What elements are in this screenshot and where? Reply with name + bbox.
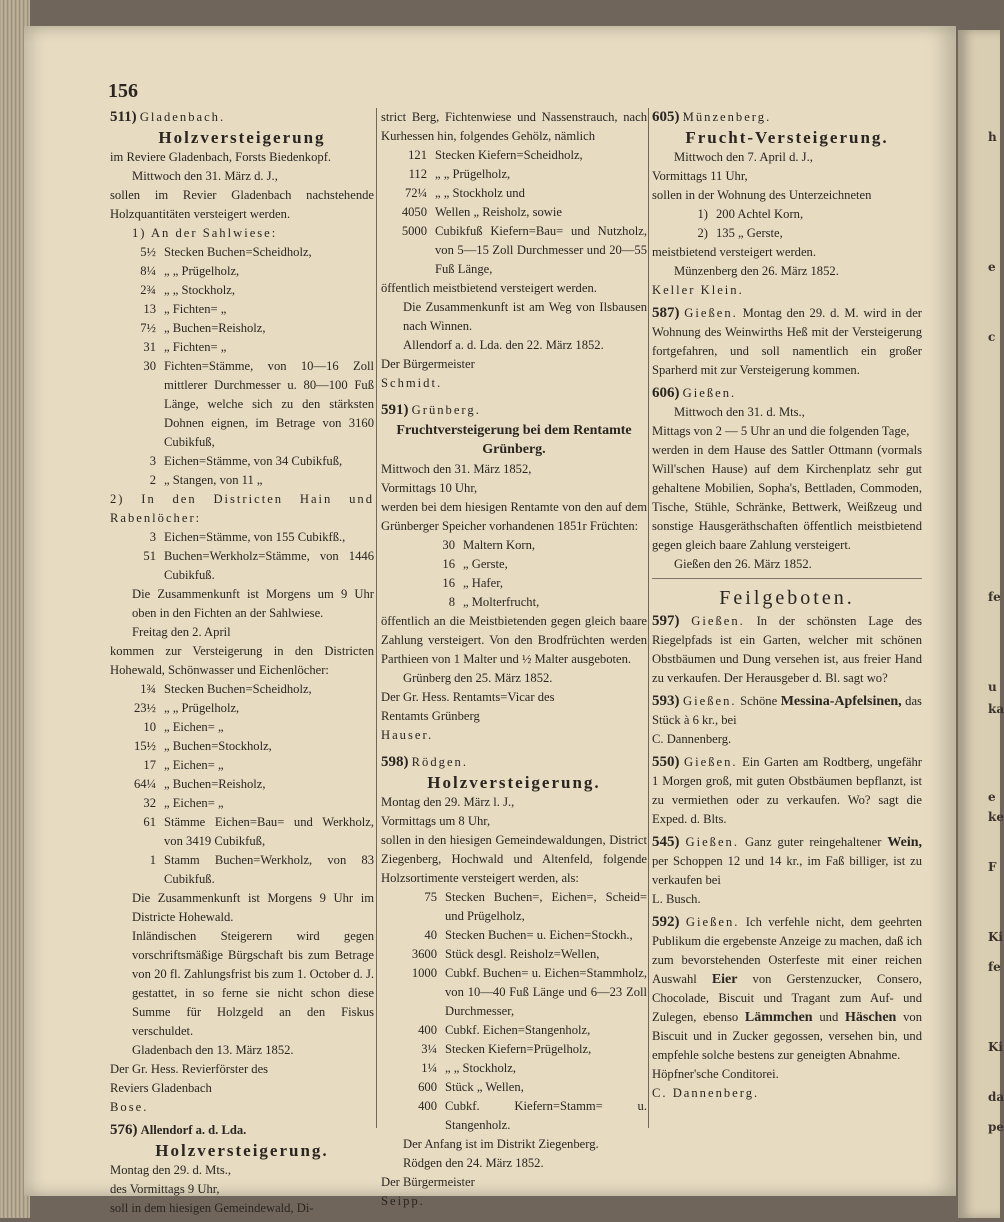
page-number: 156 — [108, 80, 138, 102]
item-text: „ Buchen=Stockholz, — [164, 739, 272, 753]
item-quantity: 5½ — [140, 245, 156, 259]
item-quantity: 8¼ — [140, 264, 156, 278]
item-text: „ Stangen, von 11 „ — [164, 473, 263, 487]
item-quantity: 16 — [442, 576, 455, 590]
ad-date: Vormittags um 8 Uhr, — [381, 814, 491, 828]
list-item — [110, 357, 374, 452]
item-text: Maltern Korn, — [463, 538, 536, 552]
column-rule — [376, 108, 377, 1128]
ad-title: Holzversteigerung. — [155, 1141, 329, 1160]
item-quantity: 2¾ — [140, 283, 156, 297]
ad-date: Mittags von 2 — 5 Uhr an und die folgenden Tage, — [652, 424, 910, 438]
item-text: 135 „ Gerste, — [716, 226, 783, 240]
item-text: Stück desgl. Reisholz=Wellen, — [445, 947, 600, 961]
section-divider — [652, 578, 922, 579]
ad-subsection: 1) An der Sahlwiese: — [132, 226, 278, 240]
list-item — [110, 718, 374, 737]
ad-subsection: 2) In den Districten Hain und Rabenlöcher: — [110, 492, 374, 525]
section-heading: Feilgeboten. — [719, 587, 855, 609]
list-item — [110, 338, 374, 357]
ad-place: Gießen. — [682, 386, 737, 400]
list-item — [381, 203, 647, 222]
ad-place: Allendorf a. d. Lda. — [140, 1123, 247, 1137]
ad-605 — [652, 108, 922, 300]
next-page-edge — [958, 30, 1004, 1218]
item-quantity: 400 — [418, 1099, 437, 1113]
ad-number: 550) — [652, 754, 680, 770]
item-quantity: 17 — [143, 758, 156, 772]
ad-date: Freitag den 2. April — [132, 625, 231, 639]
ad-number: 605) — [652, 109, 680, 125]
item-text: „ „ Stockholz, — [445, 1061, 516, 1075]
ad-title: Frucht-Versteigerung. — [685, 128, 889, 147]
ad-text: Die Zusammenkunft ist Morgens 9 Uhr im Districte Hohewald. — [132, 891, 374, 924]
item-text: „ „ Prügelholz, — [164, 701, 240, 715]
ad-text: soll in dem hiesigen Gemeindewald, Di- — [110, 1201, 314, 1215]
item-text: Stamm Buchen=Werkholz, von 83 Cubikfuß. — [164, 853, 374, 886]
ad-587 — [652, 304, 922, 380]
next-page-fragment: u — [988, 680, 997, 694]
ad-date: Montag den 29. d. Mts., — [110, 1163, 232, 1177]
ad-place: Gladenbach. — [139, 110, 226, 124]
item-text: „ „ Prügelholz, — [435, 167, 511, 181]
column-rule — [648, 108, 649, 1128]
ad-597 — [652, 612, 922, 688]
item-text: Cubkf. Kiefern=Stamm= u. Stangenholz. — [445, 1099, 647, 1132]
list-item — [381, 536, 647, 555]
item-quantity: 51 — [143, 549, 156, 563]
list-item — [652, 205, 922, 224]
item-text: Stecken Buchen=, Eichen=, Scheid= und Prügelholz, — [445, 890, 647, 923]
item-quantity: 1) — [697, 207, 708, 221]
list-item — [110, 243, 374, 262]
item-text: „ „ Prügelholz, — [164, 264, 240, 278]
ad-text: Der Anfang ist im Distrikt Ziegenberg. — [403, 1137, 599, 1151]
list-item — [110, 281, 374, 300]
item-quantity: 10 — [143, 720, 156, 734]
ad-highlight: Eier — [711, 972, 738, 987]
list-item — [381, 222, 647, 279]
ad-place: Gießen. — [685, 835, 739, 849]
item-list — [110, 680, 374, 889]
ad-highlight: Messina-Apfelsinen, — [780, 694, 902, 709]
item-text: „ Fichten= „ — [164, 340, 227, 354]
ad-number: 511) — [110, 109, 137, 125]
item-text: Cubkf. Eichen=Stangenholz, — [445, 1023, 591, 1037]
ad-text: werden bei dem hiesigen Rentamte von den auf dem Grünberger Speicher vorhandenen 1851r Früchten: — [381, 500, 647, 533]
next-page-fragment: e — [988, 790, 996, 804]
list-item — [110, 699, 374, 718]
list-item — [110, 680, 374, 699]
ad-545 — [652, 833, 922, 909]
list-item — [652, 224, 922, 243]
next-page-fragment: h — [988, 130, 997, 144]
item-quantity: 1¼ — [421, 1061, 437, 1075]
list-item — [110, 851, 374, 889]
ad-text: Inländischen Steigerern wird gegen vorschriftsmäßige Bürgschaft bis zum Betrage von 20 fl. Zahlungsfrist bis zum 1. October d. J. gestattet, in so ferne sie nicht schon diese Summe für Holzgeld an den Fiskus verschuldet. — [132, 929, 374, 1038]
ad-text: werden in dem Hause des Sattler Ottmann (vormals Will'schen Hause) auf dem Kirchenplatz sehr gut gehaltene Mobilien, Sopha's, Bettladen, Commoden, Tische, Stühle, Schränke, Bettwerk, Weißzeug und sonstige Hausgeräthschaften öffentlich meistbietend gegen gleich baare Zahlung versteigert. — [652, 443, 922, 552]
list-item — [110, 794, 374, 813]
ad-text: öffentlich an die Meistbietenden gegen gleich baare Zahlung versteigert. Von den Brodfrüchten werden Parthieen von 1 Malter und ½ Malter ausgeboten. — [381, 614, 647, 666]
column-2 — [381, 108, 647, 1215]
ad-signature: Der Gr. Hess. Revierförster des — [110, 1062, 269, 1076]
item-text: „ „ Stockholz, — [164, 283, 235, 297]
item-quantity: 2) — [697, 226, 708, 240]
ad-highlight: Lämmchen — [744, 1010, 813, 1025]
item-list — [381, 888, 647, 1135]
item-quantity: 8 — [448, 595, 455, 609]
item-text: Stück „ Wellen, — [445, 1080, 524, 1094]
next-page-fragment: Ki — [988, 1040, 1003, 1054]
list-item — [381, 926, 647, 945]
next-page-fragment: fe — [988, 590, 1001, 604]
item-quantity: 3¼ — [421, 1042, 437, 1056]
ad-text: sollen in der Wohnung des Unterzeichneten — [652, 188, 872, 202]
list-item — [381, 574, 647, 593]
ad-signature: C. Dannenberg. — [652, 732, 732, 746]
item-quantity: 5000 — [401, 224, 427, 238]
ad-text: per Schoppen 12 und 14 kr., im Faß billiger, ist zu verkaufen bei — [652, 854, 922, 887]
ad-550 — [652, 753, 922, 829]
ad-text: In der schönsten Lage des Riegelpfads ist ein Garten, welcher mit schönen Obstbäumen und Dung versehen ist, aus freier Hand zu verkaufen. Der Herausgeber d. Bl. sagt wo? — [652, 614, 922, 685]
ad-text: von Gerstenzucker, Consero, Chocolade, Biscuit und Tragant zum Auf- und Zulegen, ebenso — [652, 972, 922, 1024]
list-item — [110, 756, 374, 775]
next-page-fragment: pe — [988, 1120, 1004, 1134]
ad-number: 598) — [381, 754, 409, 770]
item-quantity: 61 — [143, 815, 156, 829]
ad-number: 606) — [652, 385, 680, 401]
item-quantity: 15½ — [133, 739, 156, 753]
item-list — [381, 536, 647, 612]
ad-signature: C. Dannenberg. — [652, 1086, 760, 1100]
list-item — [381, 1040, 647, 1059]
list-item — [381, 165, 647, 184]
item-list — [381, 146, 647, 279]
item-text: Stecken Kiefern=Prügelholz, — [445, 1042, 592, 1056]
list-item — [110, 737, 374, 756]
next-page-fragment: c — [988, 330, 996, 344]
list-item — [110, 319, 374, 338]
ad-place: Gießen. — [684, 755, 738, 769]
ad-598 — [381, 753, 647, 1211]
ad-593 — [652, 692, 922, 749]
ad-signature: Keller Klein. — [652, 283, 744, 297]
ad-592 — [652, 913, 922, 1103]
ad-signature: Seipp. — [381, 1194, 425, 1208]
item-text: Eichen=Stämme, von 155 Cubikfß., — [164, 530, 346, 544]
item-list — [652, 205, 922, 243]
list-item — [381, 555, 647, 574]
ad-place: Gießen. — [683, 694, 737, 708]
ad-title: Holzversteigerung — [158, 128, 326, 147]
ad-place: Rödgen. — [411, 755, 468, 769]
item-text: „ Buchen=Reisholz, — [164, 321, 266, 335]
next-page-fragment: F — [988, 860, 997, 874]
item-text: „ Eichen= „ — [164, 796, 224, 810]
list-item — [381, 146, 647, 165]
item-text: Stecken Buchen=Scheidholz, — [164, 245, 312, 259]
item-quantity: 7½ — [140, 321, 156, 335]
ad-511 — [110, 108, 374, 1117]
item-text: „ Eichen= „ — [164, 720, 224, 734]
ad-signature: Der Bürgermeister — [381, 357, 475, 371]
ad-date: Vormittags 11 Uhr, — [652, 169, 748, 183]
ad-highlight: Häschen — [845, 1010, 897, 1025]
item-quantity: 1000 — [411, 966, 437, 980]
ad-591 — [381, 401, 647, 745]
ad-576 — [110, 1121, 374, 1218]
item-text: Wellen „ Reisholz, sowie — [435, 205, 562, 219]
item-quantity: 31 — [143, 340, 156, 354]
ad-date: Mittwoch den 7. April d. J., — [674, 150, 813, 164]
next-page-fragment: ke — [988, 810, 1004, 824]
item-quantity: 16 — [442, 557, 455, 571]
next-page-fragment: da — [988, 1090, 1004, 1104]
item-text: „ „ Stockholz und — [435, 186, 525, 200]
column-1 — [110, 108, 374, 1222]
ad-576-continued — [381, 108, 647, 393]
ad-text: sollen im Revier Gladenbach nachstehende Holzquantitäten versteigert werden. — [110, 188, 374, 221]
list-item — [381, 964, 647, 1021]
ad-place-date: Gladenbach den 13. März 1852. — [132, 1043, 294, 1057]
ad-place: Gießen. — [684, 306, 738, 320]
next-page-fragment: fe — [988, 960, 1001, 974]
list-item — [110, 452, 374, 471]
ad-text: Ich verfehle nicht, dem geehrten Publikum die ergebenste Anzeige zu machen, daß ich zum bevorstehenden Osterfeste mit einer reichen Auswahl — [652, 915, 923, 986]
item-quantity: 3 — [149, 530, 156, 544]
ad-text: meistbietend versteigert werden. — [652, 245, 817, 259]
ad-text: sollen in den hiesigen Gemeindewaldungen, District Ziegenberg, Hochwald und Altenfeld, folgende Holzsortimente versteigert werden, als: — [381, 833, 647, 885]
item-quantity: 121 — [408, 148, 427, 162]
ad-place: Grünberg. — [411, 403, 481, 417]
item-text: „ Molterfrucht, — [463, 595, 540, 609]
ad-title: Fruchtversteigerung bei dem Rentamte Grünberg. — [396, 423, 632, 457]
next-page-fragment: ka — [988, 702, 1004, 716]
ad-highlight: Wein, — [887, 835, 923, 850]
ad-number: 592) — [652, 914, 680, 930]
ad-text: Schöne — [740, 694, 778, 708]
ad-intro: im Reviere Gladenbach, Forsts Biedenkopf. — [110, 150, 332, 164]
ad-text: Ganz guter reingehaltener — [744, 835, 882, 849]
ad-text: Die Zusammenkunft ist Morgens um 9 Uhr oben in den Fichten an der Sahlwiese. — [132, 587, 374, 620]
list-item — [110, 300, 374, 319]
list-item — [381, 1021, 647, 1040]
item-text: „ Buchen=Reisholz, — [164, 777, 266, 791]
list-item — [110, 547, 374, 585]
ad-signature: L. Busch. — [652, 892, 701, 906]
item-list — [110, 528, 374, 585]
list-item — [381, 593, 647, 612]
ad-text: von Biscuit und in Zucker gegossen, versehen bin, und empfehle solche bestens zur geneigten Abnahme. — [652, 1010, 922, 1062]
ad-place: Gießen. — [685, 915, 740, 929]
item-quantity: 4050 — [401, 205, 427, 219]
item-quantity: 112 — [408, 167, 427, 181]
ad-text: kommen zur Versteigerung in den Districten Hohewald, Schönwasser und Eichenlöcher: — [110, 644, 374, 677]
ad-place-date: Münzenberg den 26. März 1852. — [674, 264, 839, 278]
item-text: 200 Achtel Korn, — [716, 207, 804, 221]
ad-date: des Vormittags 9 Uhr, — [110, 1182, 220, 1196]
item-text: Stecken Kiefern=Scheidholz, — [435, 148, 583, 162]
list-item — [381, 888, 647, 926]
ad-text: strict Berg, Fichtenwiese und Nassenstrauch, nach Kurhessen hin, folgendes Gehölz, nämlich — [381, 110, 647, 143]
ad-number: 591) — [381, 402, 409, 418]
next-page-fragment: e — [988, 260, 996, 274]
ad-place: Gießen. — [691, 614, 745, 628]
item-quantity: 600 — [418, 1080, 437, 1094]
ad-number: 576) — [110, 1122, 138, 1138]
item-quantity: 72¼ — [404, 186, 427, 200]
item-text: „ Eichen= „ — [164, 758, 224, 772]
ad-text: das Stück à 6 kr., bei — [652, 694, 922, 727]
list-item — [381, 184, 647, 203]
list-item — [381, 1059, 647, 1078]
ad-signature: Höpfner'sche Conditorei. — [652, 1067, 779, 1081]
ad-text: öffentlich meistbietend versteigert werden. — [381, 281, 597, 295]
list-item — [381, 1097, 647, 1135]
item-quantity: 64¼ — [133, 777, 156, 791]
item-text: Stecken Buchen= u. Eichen=Stockh., — [445, 928, 633, 942]
item-quantity: 23½ — [133, 701, 156, 715]
ad-date: Mittwoch den 31. März d. J., — [132, 169, 278, 183]
item-text: Stecken Buchen=Scheidholz, — [164, 682, 312, 696]
ad-signature: Reviers Gladenbach — [110, 1081, 212, 1095]
item-text: „ Hafer, — [463, 576, 504, 590]
ad-date: Mittwoch den 31. März 1852, — [381, 462, 532, 476]
list-item — [381, 945, 647, 964]
list-item — [110, 471, 374, 490]
item-quantity: 40 — [424, 928, 437, 942]
ad-number: 545) — [652, 834, 680, 850]
column-3 — [652, 108, 922, 1107]
list-item — [110, 813, 374, 851]
next-page-fragment: Ki — [988, 930, 1003, 944]
list-item — [110, 528, 374, 547]
ad-signature: Rentamts Grünberg — [381, 709, 480, 723]
ad-signature: Hauser. — [381, 728, 434, 742]
ad-signature: Schmidt. — [381, 376, 443, 390]
ad-text: und — [819, 1010, 839, 1024]
ad-text: Montag den 29. d. M. wird in der Wohnung des Weinwirths Heß mit der Versteigerung fortgefahren, und soll namentlich ein großer Sparherd mit zur Versteigerung kommen. — [652, 306, 922, 377]
list-item — [110, 775, 374, 794]
item-quantity: 1¾ — [140, 682, 156, 696]
ad-date: Vormittags 10 Uhr, — [381, 481, 478, 495]
item-text: Eichen=Stämme, von 34 Cubikfuß, — [164, 454, 343, 468]
item-quantity: 3600 — [411, 947, 437, 961]
ad-place-date: Grünberg den 25. März 1852. — [403, 671, 553, 685]
ad-signature: Der Bürgermeister — [381, 1175, 475, 1189]
item-text: Cubikfuß Kiefern=Bau= und Nutzholz, von 5—15 Zoll Durchmesser und 20—55 Fuß Länge, — [435, 224, 647, 276]
item-quantity: 30 — [442, 538, 455, 552]
item-quantity: 1 — [149, 853, 156, 867]
list-item — [110, 262, 374, 281]
item-quantity: 75 — [424, 890, 437, 904]
ad-signature: Der Gr. Hess. Rentamts=Vicar des — [381, 690, 555, 704]
item-text: Stämme Eichen=Bau= und Werkholz, von 3419 Cubikfuß, — [164, 815, 374, 848]
item-quantity: 13 — [143, 302, 156, 316]
item-text: „ Gerste, — [463, 557, 508, 571]
ad-date: Montag den 29. März l. J., — [381, 795, 515, 809]
item-quantity: 2 — [149, 473, 156, 487]
ad-place-date: Gießen den 26. März 1852. — [674, 557, 812, 571]
item-text: Buchen=Werkholz=Stämme, von 1446 Cubikfuß. — [164, 549, 374, 582]
ad-number: 587) — [652, 305, 680, 321]
ad-place-date: Allendorf a. d. Lda. den 22. März 1852. — [403, 338, 604, 352]
ad-title: Holzversteigerung. — [427, 773, 601, 792]
ad-place-date: Rödgen den 24. März 1852. — [403, 1156, 544, 1170]
ad-number: 597) — [652, 613, 680, 629]
item-quantity: 30 — [143, 359, 156, 373]
item-text: Fichten=Stämme, von 10—16 Zoll mittlerer Durchmesser u. 80—100 Fuß Länge, welche sich zu den stärksten Dohnen eignen, im Betrage von 3160 Cubikfuß, — [164, 359, 374, 449]
item-text: „ Fichten= „ — [164, 302, 227, 316]
ad-text: Die Zusammenkunft ist am Weg von Ilsbausen nach Winnen. — [403, 300, 647, 333]
item-quantity: 32 — [143, 796, 156, 810]
ad-date: Mittwoch den 31. d. Mts., — [674, 405, 805, 419]
ad-606 — [652, 384, 922, 574]
list-item — [381, 1078, 647, 1097]
ad-signature: Bose. — [110, 1100, 149, 1114]
item-quantity: 400 — [418, 1023, 437, 1037]
ad-place: Münzenberg. — [682, 110, 772, 124]
ad-number: 593) — [652, 693, 680, 709]
item-quantity: 3 — [149, 454, 156, 468]
ad-text: Ein Garten am Rodtberg, ungefähr 1 Morgen groß, mit guten Obstbäumen bepflanzt, ist zu vermiethen oder zu verkaufen. Wo? sagt die Exped. d. Blts. — [652, 755, 922, 826]
item-list — [110, 243, 374, 490]
item-text: Cubkf. Buchen= u. Eichen=Stammholz, von 10—40 Fuß Länge und 6—23 Zoll Durchmesser, — [445, 966, 647, 1018]
